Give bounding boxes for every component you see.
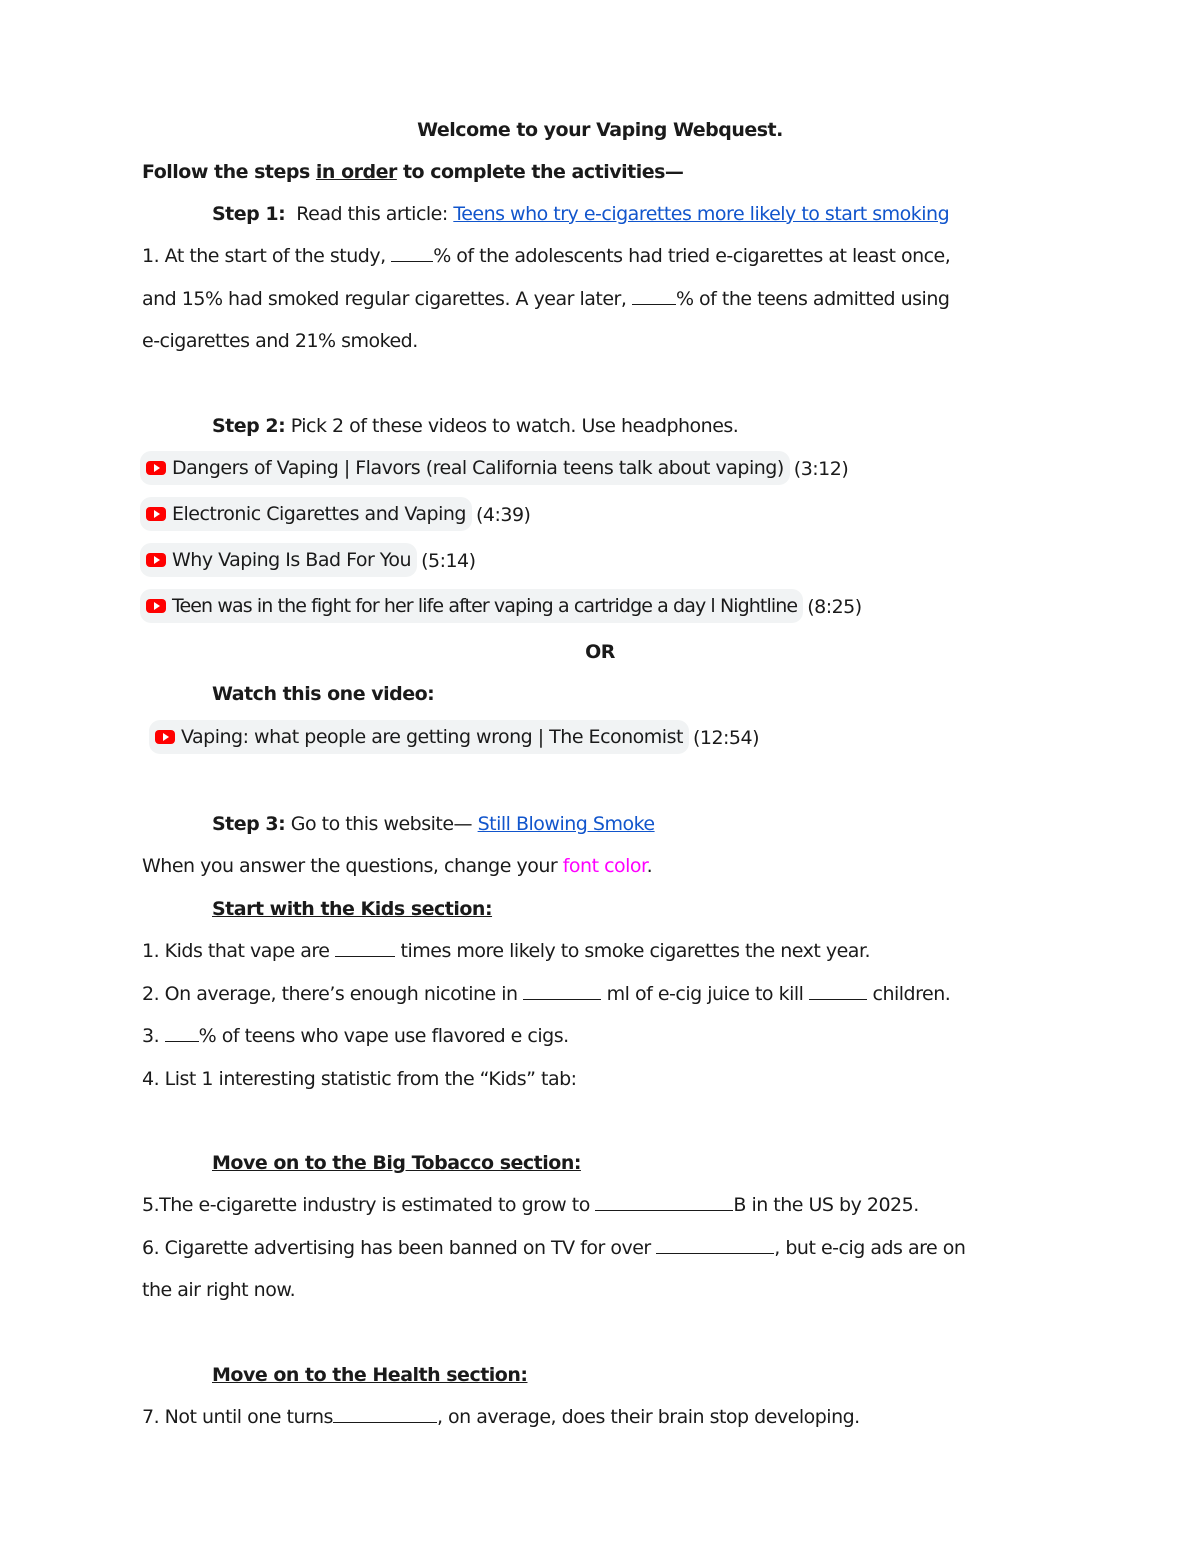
step1-question-line2 xyxy=(142,286,949,312)
answer-blank[interactable] xyxy=(165,1023,199,1042)
step1-line xyxy=(212,201,949,227)
video-item xyxy=(140,497,530,531)
question-text: children. xyxy=(866,983,951,1005)
health-section-heading: Move on to the Health section: xyxy=(212,1364,528,1386)
video-chip[interactable] xyxy=(140,497,472,531)
tobacco-question-6-cont: the air right now. xyxy=(142,1279,296,1301)
video-duration: (5:14) xyxy=(421,550,476,572)
step1-question-line3: e-cigarettes and 21% smoked. xyxy=(142,330,418,352)
step1-article-link[interactable]: Teens who try e-cigarettes more likely to start smoking xyxy=(453,203,950,225)
answer-blank[interactable] xyxy=(656,1235,774,1254)
question-text: 1. Kids that vape are xyxy=(142,940,335,962)
step3-website-link[interactable]: Still Blowing Smoke xyxy=(477,813,655,835)
page-title: Welcome to your Vaping Webquest. xyxy=(417,119,783,141)
video-item xyxy=(140,543,476,577)
video-chip[interactable] xyxy=(140,451,790,485)
youtube-icon xyxy=(146,461,166,475)
question-text: 2. On average, there’s enough nicotine in xyxy=(142,983,524,1005)
question-text: 3. xyxy=(142,1025,165,1047)
question-text: 6. Cigarette advertising has been banned on TV for over xyxy=(142,1237,657,1259)
step1-question-line1 xyxy=(142,243,950,269)
question-text: B in the US by 2025. xyxy=(733,1194,919,1216)
intro-line xyxy=(142,159,683,185)
video-chip[interactable] xyxy=(149,720,689,754)
video-title: Vaping: what people are getting wrong | The Economist xyxy=(181,726,683,748)
single-video-item xyxy=(149,720,759,754)
answer-blank[interactable] xyxy=(391,243,433,262)
health-question-7 xyxy=(142,1404,860,1430)
step2-text: Pick 2 of these videos to watch. Use headphones. xyxy=(290,415,739,437)
step3-text: Go to this website— xyxy=(290,813,478,835)
step2-line xyxy=(212,413,738,439)
kids-section-heading: Start with the Kids section: xyxy=(212,898,493,920)
video-duration: (8:25) xyxy=(807,596,862,618)
video-item xyxy=(140,589,862,623)
watch-one-heading: Watch this one video: xyxy=(212,683,435,705)
video-duration: (4:39) xyxy=(475,504,531,526)
kids-question-3 xyxy=(142,1023,569,1049)
youtube-icon xyxy=(146,599,166,613)
youtube-icon xyxy=(146,553,166,567)
instruction-text: . xyxy=(646,855,653,877)
video-chip[interactable] xyxy=(140,589,803,623)
video-duration: (12:54) xyxy=(692,727,760,749)
answer-blank[interactable] xyxy=(809,981,867,1000)
question-text: 5.The e-cigarette industry is estimated to grow to xyxy=(142,1194,596,1216)
kids-question-4: 4. List 1 interesting statistic from the “Kids” tab: xyxy=(142,1068,577,1090)
question-text: % of the adolescents had tried e-cigarettes at least once, xyxy=(433,245,951,267)
video-title: Why Vaping Is Bad For You xyxy=(172,549,412,571)
answer-blank[interactable] xyxy=(632,286,676,305)
step1-text: Read this article: xyxy=(296,203,454,225)
youtube-icon xyxy=(146,507,166,521)
question-text: ml of e-cig juice to kill xyxy=(601,983,809,1005)
video-title: Teen was in the fight for her life after vaping a cartridge a day l Nightline xyxy=(172,595,798,617)
step2-label: Step 2: xyxy=(212,415,286,437)
tobacco-question-5 xyxy=(142,1192,919,1218)
step3-label: Step 3: xyxy=(212,813,286,835)
video-title: Dangers of Vaping | Flavors (real California teens talk about vaping) xyxy=(172,457,784,479)
question-text: , on average, does their brain stop developing. xyxy=(436,1406,860,1428)
tobacco-question-6 xyxy=(142,1235,965,1261)
video-title: Electronic Cigarettes and Vaping xyxy=(172,503,466,525)
step1-label: Step 1: xyxy=(212,203,286,225)
intro-text-end: to complete the activities— xyxy=(396,161,684,183)
or-separator: OR xyxy=(585,641,615,663)
youtube-icon xyxy=(155,730,175,744)
question-text: and 15% had smoked regular cigarettes. A year later, xyxy=(142,288,632,310)
question-text: % of the teens admitted using xyxy=(675,288,950,310)
kids-question-2 xyxy=(142,981,950,1007)
answer-blank[interactable] xyxy=(523,981,601,1000)
step3-line xyxy=(212,811,655,837)
question-text: 1. At the start of the study, xyxy=(142,245,392,267)
video-chip[interactable] xyxy=(140,543,417,577)
question-text: 7. Not until one turns xyxy=(142,1406,333,1428)
font-color-instruction xyxy=(142,853,652,879)
intro-text: Follow the steps xyxy=(142,161,316,183)
question-text: % of teens who vape use flavored e cigs. xyxy=(198,1025,569,1047)
intro-underlined: in order xyxy=(315,161,397,183)
question-text: times more likely to smoke cigarettes the next year. xyxy=(394,940,871,962)
answer-blank[interactable] xyxy=(335,938,395,957)
question-text: , but e-cig ads are on xyxy=(774,1237,966,1259)
tobacco-section-heading: Move on to the Big Tobacco section: xyxy=(212,1152,581,1174)
video-duration: (3:12) xyxy=(793,458,849,480)
answer-blank[interactable] xyxy=(333,1404,437,1423)
kids-question-1 xyxy=(142,938,870,964)
font-color-text: font color xyxy=(562,855,647,877)
instruction-text: When you answer the questions, change your xyxy=(142,855,563,877)
answer-blank[interactable] xyxy=(595,1192,733,1211)
video-item xyxy=(140,451,848,485)
